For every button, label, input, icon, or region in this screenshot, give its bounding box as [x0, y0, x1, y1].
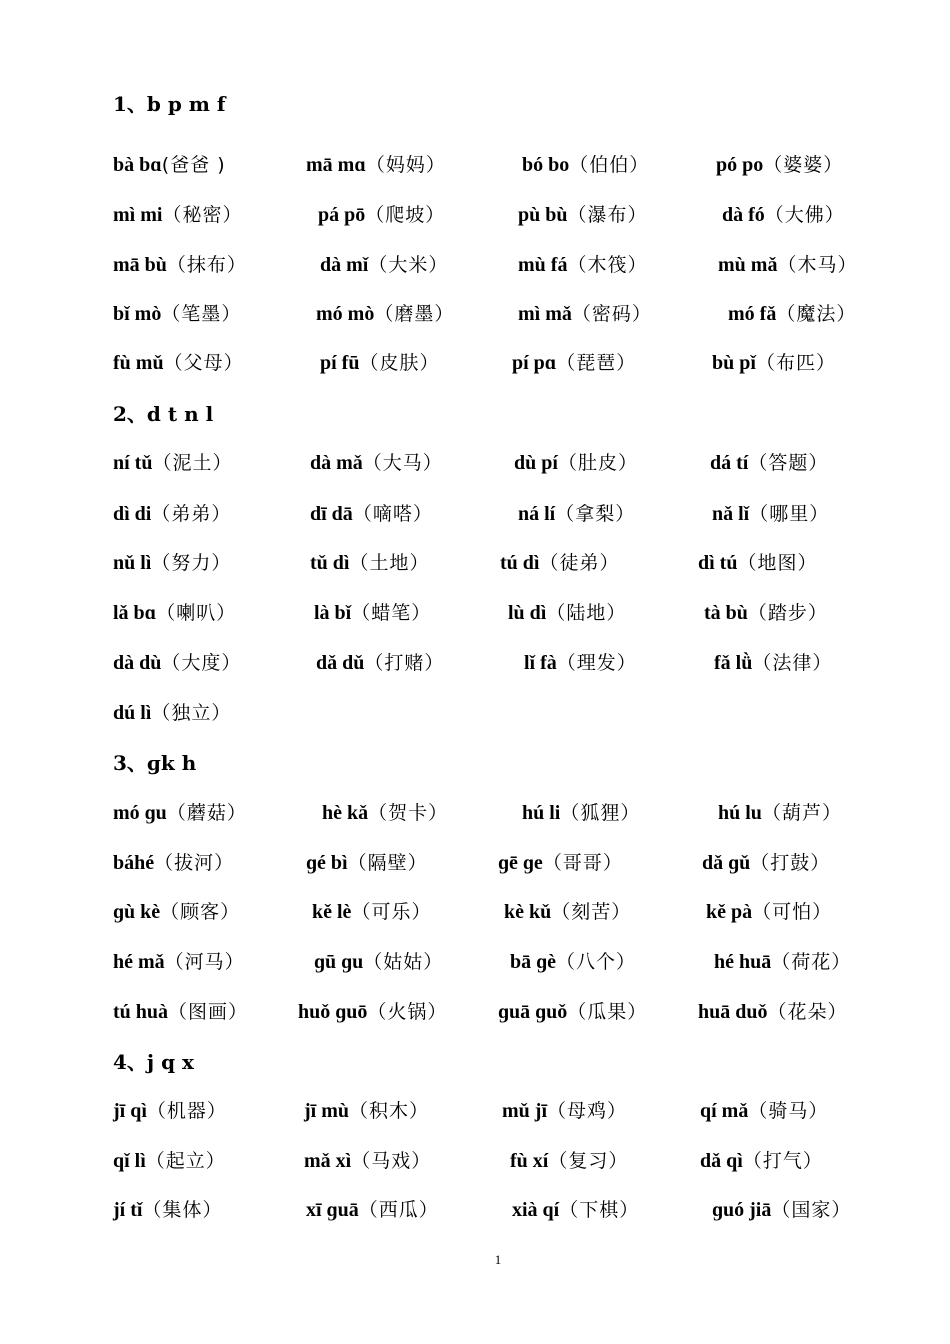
word-row	[0, 845, 950, 879]
word-entry	[113, 296, 241, 330]
chinese-word: （嘀嗒）	[352, 503, 433, 525]
word-entry	[728, 296, 856, 330]
chinese-word: （荷花）	[771, 951, 852, 973]
pinyin: dù pí	[514, 452, 558, 474]
pinyin: ɡuó jiā	[712, 1199, 772, 1221]
word-entry	[698, 545, 817, 579]
pinyin: tà bù	[704, 602, 748, 624]
word-entry	[316, 645, 444, 679]
word-entry	[113, 545, 231, 579]
pinyin: mì mǎ	[518, 303, 572, 325]
section-heading: 1、b p m f	[113, 92, 226, 116]
chinese-word: （马戏）	[351, 1150, 432, 1172]
word-entry	[524, 645, 637, 679]
word-entry	[718, 795, 842, 829]
pinyin: pó po	[716, 154, 764, 176]
section-heading: 3、ɡk h	[113, 751, 197, 775]
pinyin: dì tú	[698, 552, 738, 574]
pinyin: dǎ ɡǔ	[702, 852, 751, 874]
chinese-word: (爸爸 )	[161, 154, 226, 176]
chinese-word: （西瓜）	[358, 1199, 439, 1221]
word-row	[0, 147, 950, 181]
chinese-word: （复习）	[548, 1150, 629, 1172]
chinese-word: （婆婆）	[763, 154, 844, 176]
pinyin: fù xí	[510, 1150, 549, 1172]
word-entry	[498, 994, 647, 1028]
word-entry	[310, 496, 433, 530]
word-entry	[518, 496, 635, 530]
word-entry	[113, 1143, 226, 1177]
word-row	[0, 247, 950, 281]
pinyin: ɡù kè	[113, 901, 161, 923]
chinese-word: （火锅）	[367, 1001, 448, 1023]
word-entry	[722, 197, 845, 231]
pinyin: huǒ ɡuō	[298, 1001, 368, 1023]
page-number: 1	[494, 1252, 502, 1267]
word-entry	[518, 197, 648, 231]
word-entry	[306, 845, 428, 879]
word-entry	[314, 944, 443, 978]
word-entry	[500, 545, 619, 579]
word-entry	[522, 795, 640, 829]
pinyin: dá tí	[710, 452, 749, 474]
chinese-word: （蜡笔）	[351, 602, 432, 624]
pinyin: xī ɡuā	[306, 1199, 359, 1221]
pinyin: kè kǔ	[504, 901, 552, 923]
section-heading: 4、j q x	[113, 1050, 194, 1074]
pinyin: ɡū ɡu	[314, 951, 364, 973]
word-entry	[514, 445, 638, 479]
chinese-word: （刻苦）	[551, 901, 632, 923]
pinyin: bù pǐ	[712, 352, 756, 374]
pinyin: jī qì	[113, 1100, 147, 1122]
chinese-word: （积木）	[349, 1100, 430, 1122]
chinese-word: （木马）	[777, 254, 858, 276]
chinese-word: （国家）	[771, 1199, 852, 1221]
chinese-word: （独立）	[151, 702, 232, 724]
pinyin: dà mǎ	[310, 452, 363, 474]
chinese-word: （抹布）	[166, 254, 247, 276]
word-entry	[518, 247, 647, 281]
pinyin: pí fū	[320, 352, 360, 374]
word-entry	[704, 595, 828, 629]
pinyin: nǎ lǐ	[712, 503, 750, 525]
chinese-word: （打气）	[742, 1150, 823, 1172]
word-entry	[320, 247, 448, 281]
word-entry	[318, 197, 445, 231]
word-entry	[312, 894, 431, 928]
word-entry	[322, 795, 448, 829]
word-entry	[700, 1093, 828, 1127]
chinese-word: （骑马）	[748, 1100, 829, 1122]
chinese-word: （瀑布）	[567, 204, 648, 226]
chinese-word: （肚皮）	[557, 452, 638, 474]
pinyin: dī dā	[310, 503, 353, 525]
chinese-word: （图画）	[168, 1001, 249, 1023]
word-row	[0, 795, 950, 829]
pinyin: hú li	[522, 802, 561, 824]
word-entry	[306, 147, 446, 181]
pinyin: hè kǎ	[322, 802, 369, 824]
chinese-word: （努力）	[151, 552, 232, 574]
chinese-word: （皮肤）	[359, 352, 440, 374]
word-row	[0, 944, 950, 978]
chinese-word: （大马）	[362, 452, 443, 474]
section-heading: 2、d t n l	[113, 402, 214, 426]
pinyin: mó fǎ	[728, 303, 777, 325]
chinese-word: （大佛）	[764, 204, 845, 226]
word-entry	[113, 695, 231, 729]
chinese-word: （下棋）	[559, 1199, 640, 1221]
word-entry	[710, 445, 828, 479]
pinyin: mù fá	[518, 254, 568, 276]
word-entry	[508, 595, 626, 629]
pinyin: dì di	[113, 503, 152, 525]
word-entry	[512, 345, 636, 379]
chinese-word: （大度）	[161, 652, 242, 674]
chinese-word: （妈妈）	[365, 154, 446, 176]
word-entry	[700, 1143, 823, 1177]
pinyin: bà bɑ	[113, 154, 162, 176]
word-entry	[510, 1143, 628, 1177]
chinese-word: （拿梨）	[555, 503, 636, 525]
chinese-word: （葫芦）	[761, 802, 842, 824]
chinese-word: （河马）	[164, 951, 245, 973]
word-entry	[522, 147, 649, 181]
word-entry	[712, 345, 836, 379]
chinese-word: （起立）	[145, 1150, 226, 1172]
pinyin: là bǐ	[314, 602, 352, 624]
chinese-word: （秘密）	[162, 204, 243, 226]
pinyin: xià qí	[512, 1199, 560, 1221]
pinyin: dǎ dǔ	[316, 652, 365, 674]
pinyin: pù bù	[518, 204, 568, 226]
word-row	[0, 1192, 950, 1226]
word-entry	[113, 795, 247, 829]
pinyin: dú lì	[113, 702, 152, 724]
word-entry	[712, 1192, 851, 1226]
word-entry	[113, 496, 231, 530]
chinese-word: （泥土）	[152, 452, 233, 474]
pinyin: dà fó	[722, 204, 765, 226]
pinyin: lù dì	[508, 602, 547, 624]
pinyin: mǔ jī	[502, 1100, 547, 1122]
chinese-word: （狐狸）	[560, 802, 641, 824]
word-entry	[113, 1093, 227, 1127]
pinyin: bǐ mò	[113, 303, 162, 325]
chinese-word: （蘑菇）	[166, 802, 247, 824]
chinese-word: （集体）	[142, 1199, 223, 1221]
pinyin: mù mǎ	[718, 254, 778, 276]
pinyin: mó mò	[316, 303, 375, 325]
chinese-word: （木筏）	[567, 254, 648, 276]
word-row	[0, 496, 950, 530]
pinyin: ná lí	[518, 503, 556, 525]
word-entry	[716, 147, 843, 181]
word-entry	[310, 445, 443, 479]
chinese-word: （布匹）	[755, 352, 836, 374]
pinyin: jí tǐ	[113, 1199, 143, 1221]
word-row	[0, 645, 950, 679]
pinyin: dǎ qì	[700, 1150, 743, 1172]
pinyin: ɡé bì	[306, 852, 348, 874]
word-entry	[712, 496, 829, 530]
chinese-word: （八个）	[556, 951, 637, 973]
chinese-word: （理发）	[556, 652, 637, 674]
pinyin: dà mǐ	[320, 254, 369, 276]
chinese-word: （答题）	[748, 452, 829, 474]
pinyin: hé mǎ	[113, 951, 165, 973]
pinyin: mó ɡu	[113, 802, 167, 824]
pinyin: tú dì	[500, 552, 540, 574]
pinyin: ɡē ɡe	[498, 852, 543, 874]
chinese-word: （地图）	[737, 552, 818, 574]
chinese-word: （磨墨）	[374, 303, 455, 325]
chinese-word: （可乐）	[351, 901, 432, 923]
pinyin: tú huà	[113, 1001, 169, 1023]
pinyin: mì mi	[113, 204, 163, 226]
pinyin: kě lè	[312, 901, 352, 923]
pinyin: mǎ xì	[304, 1150, 352, 1172]
chinese-word: （踏步）	[747, 602, 828, 624]
word-entry	[113, 1192, 222, 1226]
chinese-word: （徒弟）	[539, 552, 620, 574]
chinese-word: （密码）	[571, 303, 652, 325]
pinyin: báhé	[113, 852, 155, 874]
word-entry	[698, 994, 848, 1028]
word-entry	[113, 645, 241, 679]
word-entry	[718, 247, 857, 281]
word-entry	[314, 595, 431, 629]
chinese-word: （顾客）	[160, 901, 241, 923]
pinyin: jī mù	[304, 1100, 349, 1122]
word-entry	[113, 845, 234, 879]
word-entry	[714, 944, 851, 978]
chinese-word: （哪里）	[749, 503, 830, 525]
chinese-word: （可怕）	[752, 901, 833, 923]
chinese-word: （隔壁）	[347, 852, 428, 874]
word-entry	[113, 894, 240, 928]
chinese-word: （机器）	[146, 1100, 227, 1122]
word-entry	[113, 445, 232, 479]
pinyin: lǐ fà	[524, 652, 557, 674]
chinese-word: （花朵）	[767, 1001, 848, 1023]
word-entry	[316, 296, 454, 330]
word-row	[0, 695, 950, 729]
chinese-word: （父母）	[163, 352, 244, 374]
chinese-word: （陆地）	[546, 602, 627, 624]
word-entry	[113, 197, 242, 231]
chinese-word: （喇叭）	[156, 602, 237, 624]
chinese-word: （爬坡）	[365, 204, 446, 226]
pinyin: fǎ lǜ	[714, 652, 753, 674]
chinese-word: （贺卡）	[368, 802, 449, 824]
pinyin: huā duǒ	[698, 1001, 768, 1023]
pinyin: hé huā	[714, 951, 772, 973]
pinyin: hú lu	[718, 802, 762, 824]
pinyin: ɡuā ɡuǒ	[498, 1001, 568, 1023]
pinyin: bó bo	[522, 154, 570, 176]
pinyin: fù mǔ	[113, 352, 164, 374]
word-row	[0, 894, 950, 928]
word-entry	[113, 595, 236, 629]
chinese-word: （瓜果）	[567, 1001, 648, 1023]
pinyin: bā ɡè	[510, 951, 557, 973]
word-entry	[113, 147, 226, 181]
word-entry	[714, 645, 832, 679]
chinese-word: （大米）	[368, 254, 449, 276]
word-entry	[706, 894, 832, 928]
pinyin: pí pɑ	[512, 352, 557, 374]
word-entry	[306, 1192, 439, 1226]
chinese-word: （母鸡）	[547, 1100, 628, 1122]
chinese-word: （笔墨）	[161, 303, 242, 325]
word-entry	[113, 247, 247, 281]
pinyin: kě pà	[706, 901, 753, 923]
word-row	[0, 445, 950, 479]
word-entry	[298, 994, 447, 1028]
pinyin: nǔ lì	[113, 552, 152, 574]
pinyin: pá pō	[318, 204, 366, 226]
chinese-word: （打鼓）	[750, 852, 831, 874]
word-row	[0, 197, 950, 231]
chinese-word: （哥哥）	[542, 852, 623, 874]
pinyin: qí mǎ	[700, 1100, 749, 1122]
word-entry	[518, 296, 652, 330]
word-entry	[304, 1143, 431, 1177]
word-entry	[113, 994, 248, 1028]
word-row	[0, 1093, 950, 1127]
word-entry	[320, 345, 439, 379]
pinyin: mā bù	[113, 254, 167, 276]
chinese-word: （魔法）	[776, 303, 857, 325]
chinese-word: （姑姑）	[363, 951, 444, 973]
chinese-word: （土地）	[349, 552, 430, 574]
pinyin: tǔ dì	[310, 552, 350, 574]
pinyin: ní tǔ	[113, 452, 153, 474]
chinese-word: （琵琶）	[556, 352, 637, 374]
word-row	[0, 296, 950, 330]
word-row	[0, 994, 950, 1028]
chinese-word: （法律）	[752, 652, 833, 674]
chinese-word: （伯伯）	[569, 154, 650, 176]
pinyin: mā mɑ	[306, 154, 366, 176]
pinyin: qǐ lì	[113, 1150, 146, 1172]
chinese-word: （弟弟）	[151, 503, 232, 525]
word-entry	[512, 1192, 639, 1226]
word-row	[0, 545, 950, 579]
word-entry	[702, 845, 830, 879]
word-row	[0, 595, 950, 629]
word-entry	[504, 894, 631, 928]
word-entry	[510, 944, 636, 978]
word-row	[0, 1143, 950, 1177]
word-entry	[502, 1093, 627, 1127]
pinyin: lǎ bɑ	[113, 602, 157, 624]
word-entry	[498, 845, 623, 879]
word-entry	[113, 944, 245, 978]
word-entry	[310, 545, 429, 579]
word-row	[0, 345, 950, 379]
pinyin: dà dù	[113, 652, 162, 674]
chinese-word: （拔河）	[154, 852, 235, 874]
chinese-word: （打赌）	[364, 652, 445, 674]
word-entry	[113, 345, 244, 379]
word-entry	[304, 1093, 429, 1127]
